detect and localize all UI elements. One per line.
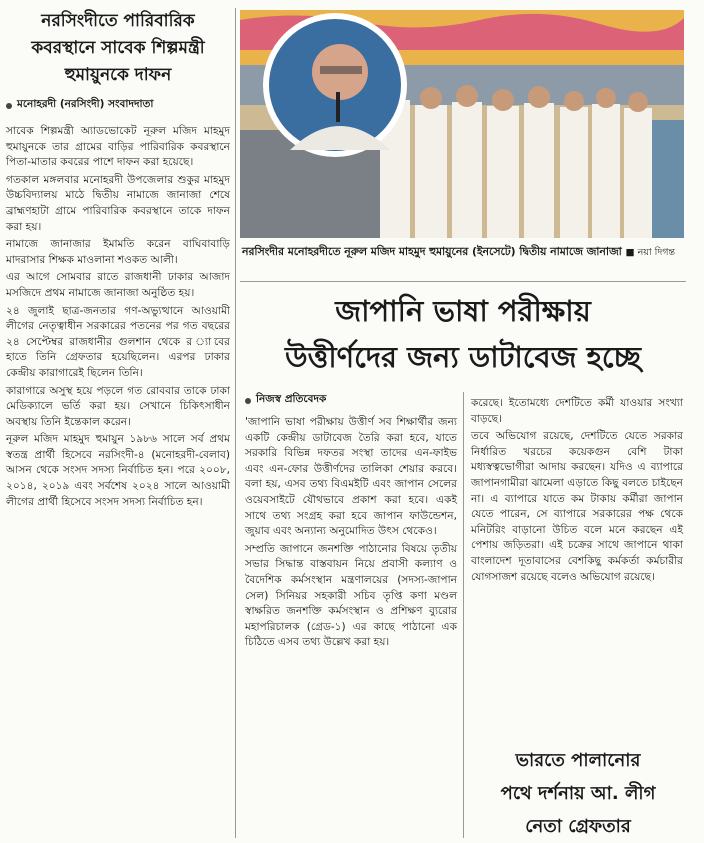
left-paragraph: নূরুল মজিদ মাহমুদ হুমায়ুন ১৯৮৬ সালে সর্ব প্রথম স্বতন্ত্র প্রার্থী হিসেবে নরসিংদী-৪ (মনোহরদী-বেলাব) আসন থেকে সংসদ সদস্য নির্বাচিত হন। পরে ২০০৮, ২০১৪, ২০১৯ এবং সর্বশেষ ২০২৪ সালে আওয়ামী লীগের প্রার্থী হিসেবে সংসদ সদস্য নির্বাচিত হন।	[6, 433, 230, 508]
left-article	[6, 8, 230, 512]
left-headline: নরসিংদীতে পারিবারিক কবরস্থানে সাবেক শিল্পমন্ত্রী হুমায়ুনকে দাফন	[31, 11, 205, 85]
bottom-headline: ভারতে পালানোর পথে দর্শনায় আ. লীগ নেতা গ্রেফতার	[500, 750, 656, 837]
left-paragraph: সাবেক শিল্পমন্ত্রী অ্যাডভোকেট নূরুল মজিদ মাহমুদ হুমায়ুনকে তার গ্রামের বাড়ির পারিবারিক কবরস্থানে পিতা-মাতার কবরের পাশে দাফন করা হয়েছে।	[6, 125, 230, 169]
main-column-2	[471, 396, 683, 587]
main-column-1	[245, 392, 457, 653]
left-paragraph: কারাগারে অসুস্থ হয়ে পড়লে গত রোববার তাকে ঢাকা মেডিক্যালে ভর্তি করা হয়। সেখানে চিকিৎসাধীন অবস্থায় তিনি ইন্তেকাল করেন।	[6, 384, 230, 428]
main-paragraph: 'জাপানি ভাষা পরীক্ষায় উত্তীর্ণ সব শিক্ষার্থীর জন্য একটি কেন্দ্রীয় ডাটাবেজ তৈরি করা হবে, যাতে সরকারি বিভিন্ন দফতর সংস্থা তাদের এন-ফাইভ এবং এন-ফোর উত্তীর্ণদের তালিকা শেয়ার করবে। বলা হয়, এসব তথ্য বিএমইটি এবং জাপান সেলের ওয়েবসাইটে যৌথভাবে প্রকাশ করা হবে। একই সাথে তথ্য সংগ্রহ করা হবে জাপান ফাউন্ডেশন, জুয়াব এবং অন্যান্য অনুমোদিত উৎস থেকেও।	[245, 416, 457, 538]
photo-caption: নরসিংদীর মনোহরদীতে নূরুল মজিদ মাহমুদ হুমায়ুনের (ইনসেটে) দ্বিতীয় নামাজে জানাজা ■ নয়া দিগন্ত	[242, 245, 676, 258]
main-headline: জাপানি ভাষা পরীক্ষায় উত্তীর্ণদের জন্য ডাটাবেজ হচ্ছে	[284, 294, 641, 374]
main-byline: নিজস্ব প্রতিবেদক	[245, 392, 457, 409]
funeral-crowd-illustration	[240, 10, 684, 238]
left-paragraph: এর আগে সোমবার রাতে রাজধানী ঢাকার আজাদ মসজিদে প্রথম নামাজে জানাজা অনুষ্ঠিত হয়।	[6, 271, 230, 299]
column-divider	[235, 8, 236, 838]
left-paragraph: নামাজে জানাজার ইমামতি করেন বাঘিবাবাড়ি মাদরাসার শিক্ষক মাওলানা শওকত আলী।	[6, 238, 230, 266]
section-divider	[240, 281, 686, 282]
main-paragraph: করেছে। ইতোমধ্যে দেশটিতে কর্মী যাওয়ার সংখ্যা বাড়ছে।	[471, 397, 683, 425]
bullet-icon	[245, 398, 251, 404]
column-divider	[463, 392, 464, 838]
bullet-icon	[6, 103, 12, 109]
left-byline: মনোহরদী (নরসিংদী) সংবাদদাতা	[6, 97, 230, 114]
left-paragraph: ২৪ জুলাই ছাত্র-জনতার গণ-অভ্যুত্থানে আওয়ামী লীগের নেতৃত্বাধীন সরকারের পতনের পর গত বছরের ২৪ সেপ্টেম্বর রাজধানীর গুলশান থেকে র ্যাবের হাতে তিনি গ্রেফতার হয়েছিলেন। এরপর ঢাকার কেন্দ্রীয় কারাগারেই ছিলেন তিনি।	[6, 304, 230, 379]
main-paragraph: সম্প্রতি জাপানে জনশক্তি পাঠানোর বিষয়ে তৃতীয় সভার সিদ্ধান্ত বাস্তবায়ন নিয়ে প্রবাসী কল্যাণ ও বৈদেশিক কর্মসংস্থান মন্ত্রণালয়ের (সদস্য-জাপান সেল) সিনিয়র সহকারী সচিব তৃপ্তি কণা মণ্ডল স্বাক্ষরিত জনশক্তি কর্মসংস্থান ও প্রশিক্ষণ ব্যুরোর মহাপরিচালক (গ্রেড-১) এর কাছে পাঠানো এক চিঠিতে এসব তথ্য উল্লেখ করা হয়।	[245, 542, 457, 649]
main-paragraph: তবে অভিযোগ রয়েছে, দেশটিতে যেতে সরকার নির্ধারিত খরচের কয়েকগুন বেশি টাকা মধ্যস্বত্বভোগীরা আদায় করছেন। যদিও এ ব্যাপারে জাপানগামীরা ঝামেলা এড়াতে কিছু বলতে চাইছেন না। এ ব্যাপারে যাতে কম টাকায় কর্মীরা জাপান যেতে পারেন, সে ব্যাপারে সরকারের পক্ষ থেকে মনিটরিং বাড়ানো উচিত বলে মনে করছেন এই পেশায় জড়িতরা। এই চক্রের সাথে জাপানে থাকা বাংলাদেশ দূতাবাসের বেশকিছু কর্মকর্তা কর্মচারীর যোগসাজশ রয়েছে বলেও অভিযোগ রয়েছে।	[471, 430, 683, 583]
photo-credit: ■ নয়া দিগন্ত	[625, 247, 676, 258]
funeral-photo	[240, 10, 684, 238]
left-paragraph: গতকাল মঙ্গলবার মনোহরদী উপজেলার শুকুর মাহমুদ উচ্চবিদ্যালয় মাঠে দ্বিতীয় নামাজে জানাজা শেষে ব্রাহ্মণহাটা গ্রামে পারিবারিক কবরস্থানে তাকে দাফন করা হয়।	[6, 173, 230, 233]
left-body	[6, 124, 230, 510]
